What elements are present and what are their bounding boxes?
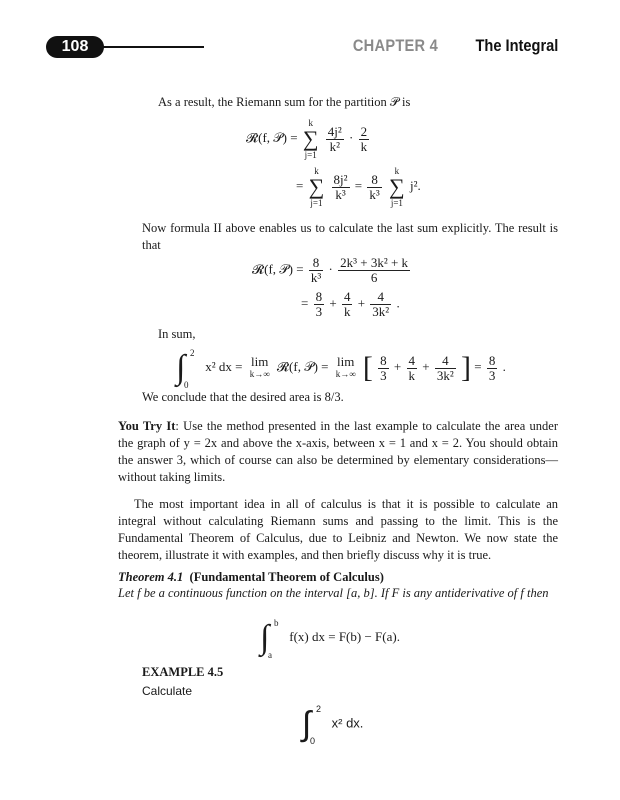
equation-closed-form-2: = $\frac{8}{3}$ + $\frac{4}{k}$ + $\frac{4}{\text{3k²}}$ . (301, 289, 400, 319)
fraction: $\frac{4}{k}$ (343, 289, 351, 319)
ftc-intro-paragraph: The most important idea in all of calculus is that it is possible to calculate an integral without calculating Riemann sums and passing to the limit. This is the Fundamental Theorem of Calculus, due to Leibniz and Newton. We now state the theorem, illustrate it with examples, and then briefly discuss why it is true. (118, 497, 558, 562)
sum-symbol: k ∑ j=1 (389, 166, 405, 208)
fraction: $\frac{8}{\text{k³}}$ (310, 255, 322, 285)
fraction: $\frac{8}{3}$ (315, 289, 323, 319)
equation-ftc: ∫ b a f(x) dx = F(b) − F(a). (260, 618, 400, 660)
fraction: $\frac{4}{k}$ (408, 352, 416, 383)
chapter-title: The Integral (475, 36, 558, 55)
equation-closed-form-1: 𝓡(f, 𝒫) = $\frac{8}{\text{k³}}$ · $\frac{\text{2k³ + 3k² + k}}{6}$ (252, 255, 409, 285)
you-try-it (118, 418, 558, 486)
formula-text: Now formula II above enables us to calculate the last sum explicitly. The result is that (142, 221, 558, 252)
theorem-title: (Fundamental Theorem of Calculus) (189, 570, 384, 584)
theorem-heading (118, 569, 384, 586)
fraction: $\frac{\text{8j²}}{\text{k³}}$ (333, 171, 348, 202)
fraction: $\frac{4}{\text{3k²}}$ (436, 352, 454, 383)
page-number: 108 (46, 36, 104, 58)
integral-symbol: ∫ 2 0 (176, 348, 195, 390)
integral-symbol: ∫ 2 0 (302, 704, 322, 746)
fraction: $\frac{8}{3}$ (488, 352, 496, 383)
calculate-text: Calculate (142, 684, 193, 698)
fraction: $\frac{\text{2k³ + 3k² + k}}{6}$ (340, 255, 409, 285)
you-try-it-text: : Use the method presented in the last example to calculate the area under the graph of y = 2x and above the x-axis, between x = 1 and x = 2. You should obtain the answer 3, which of course can also be determined by elementary considerations—without taking limits. (118, 419, 558, 484)
intro-text: As a result, the Riemann sum for the partition 𝒫 is (158, 95, 411, 109)
theorem-text: Let f be a continuous function on the interval [a, b]. If F is any antiderivative of f then (118, 586, 549, 600)
fraction: $\frac{8}{\text{k³}}$ (369, 171, 380, 202)
fraction: $\frac{2}{k}$ (360, 123, 368, 154)
in-sum-text: In sum, (158, 327, 196, 341)
equation-riemann-sum-1: 𝓡(f, 𝒫) = k ∑ j=1 $\frac{\text{4j²}}{\text{k²}}$ · $\frac{2}{k}$ (246, 118, 368, 160)
example-label: EXAMPLE 4.5 (142, 665, 224, 679)
chapter-label: CHAPTER 4 (352, 36, 438, 55)
header-rule (96, 46, 204, 48)
conclusion-text: We conclude that the desired area is 8/3. (142, 390, 344, 404)
fraction: $\frac{8}{3}$ (380, 352, 387, 383)
integral-symbol: ∫ b a (260, 618, 279, 660)
equation-limit: ∫ 2 0 x² dx = lim k→∞ 𝓡(f, 𝒫) = lim k→∞ [ $\frac{8}{3}$ + $\frac{4}{k}$ + $\frac{4}{\text{3k²}}$ ] = $\frac{8}{3}$ . (176, 348, 506, 390)
equation-example: ∫ 2 0 x² dx. (302, 704, 364, 746)
you-try-it-label: You Try It (118, 419, 176, 433)
fraction: $\frac{\text{4j²}}{\text{k²}}$ (327, 123, 342, 154)
eq1-lhs: 𝓡(f, 𝒫) = (246, 129, 298, 145)
limit-operator: lim k→∞ (335, 354, 356, 379)
equation-riemann-sum-2: = k ∑ j=1 $\frac{\text{8j²}}{\text{k³}}$ = $\frac{8}{\text{k³}}$ k ∑ j=1 j². (296, 166, 421, 208)
sum-symbol: k ∑ j=1 (308, 166, 325, 208)
fraction: $\frac{4}{\text{3k²}}$ (372, 289, 390, 319)
theorem-label: Theorem 4.1 (118, 570, 184, 584)
limit-operator: lim k→∞ (249, 354, 270, 379)
sum-symbol: k ∑ j=1 (302, 118, 319, 160)
